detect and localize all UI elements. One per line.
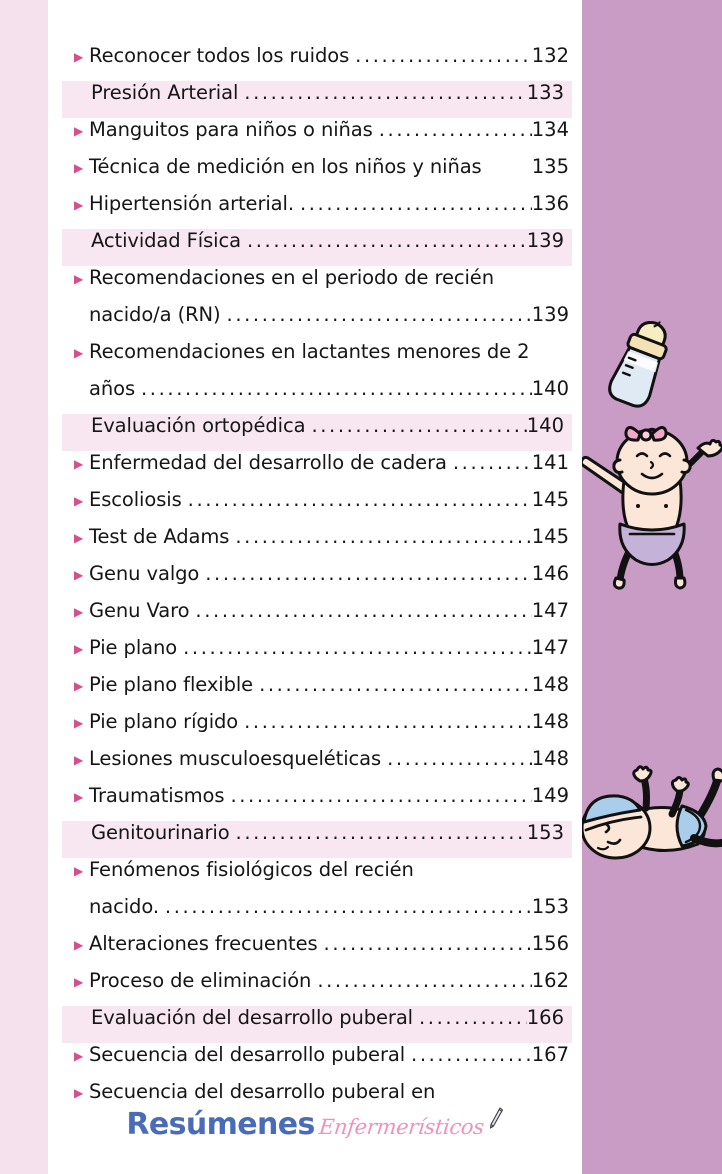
toc-page-number: 145: [531, 488, 569, 511]
toc-subitem-row[interactable]: [62, 673, 572, 710]
bullet-icon: ▶: [74, 272, 84, 286]
toc-page-number: 140: [531, 377, 569, 400]
bullet-icon: ▶: [74, 605, 84, 619]
toc-subitem-row[interactable]: [62, 562, 572, 599]
toc-entry-label: Pie plano rígido: [89, 710, 239, 733]
toc-entry-label: Genu Varo: [89, 599, 190, 622]
bullet-icon: ▶: [74, 938, 84, 952]
toc-entry-label: Lesiones musculoesqueléticas: [89, 747, 382, 770]
toc-subitem-row[interactable]: [62, 599, 572, 636]
toc-page-number: 147: [531, 599, 569, 622]
toc-subitem-row[interactable]: [62, 710, 572, 747]
toc-content-column: [48, 0, 582, 1174]
leader-dots: [182, 488, 532, 511]
logo-primary-text: Resúmenes: [126, 1107, 315, 1142]
bullet-icon: ▶: [74, 642, 84, 656]
leader-dots: [373, 118, 532, 141]
bullet-icon: ▶: [74, 457, 84, 471]
bullet-icon: ▶: [74, 716, 84, 730]
toc-entry-label: Fenómenos fisiológicos del recién: [89, 858, 414, 881]
toc-subitem-row[interactable]: [62, 784, 572, 821]
toc-section-row[interactable]: [62, 821, 572, 858]
leader-dots: [221, 303, 532, 326]
toc-subitem-row[interactable]: [62, 192, 572, 229]
leader-dots: [311, 969, 531, 992]
leader-dots: [230, 821, 527, 844]
right-decorative-panel: [582, 0, 722, 1174]
toc-page-number: 166: [526, 1006, 564, 1029]
bullet-icon: ▶: [74, 975, 84, 989]
toc-page-number: 156: [531, 932, 569, 955]
toc-entry-label: Alteraciones frecuentes: [89, 932, 318, 955]
bullet-icon: ▶: [74, 531, 84, 545]
toc-page-number: 139: [526, 229, 564, 252]
bullet-icon: ▶: [74, 346, 84, 360]
toc-subitem-row[interactable]: [62, 118, 572, 155]
table-of-contents-list: [62, 44, 572, 1117]
toc-entry-label: Evaluación ortopédica: [91, 414, 306, 437]
leader-dots: [135, 377, 532, 400]
toc-section-row[interactable]: [62, 229, 572, 266]
leader-dots: [224, 784, 531, 807]
toc-entry-label: Pie plano: [89, 636, 178, 659]
toc-entry-label: Enfermedad del desarrollo de cadera: [89, 451, 447, 474]
toc-subitem-row[interactable]: [62, 1043, 572, 1080]
toc-entry-label: Secuencia del desarrollo puberal: [89, 1043, 406, 1066]
toc-section-row[interactable]: [62, 81, 572, 118]
toc-page-number: 162: [531, 969, 569, 992]
toc-page-number: 145: [531, 525, 569, 548]
toc-entry-label: Traumatismos: [89, 784, 225, 807]
footer: [48, 1107, 582, 1142]
bullet-icon: ▶: [74, 124, 84, 138]
baby-lying-illustration: [582, 762, 722, 896]
toc-entry-label: Hipertensión arterial.: [89, 192, 294, 215]
bullet-icon: ▶: [74, 198, 84, 212]
toc-page-number: 139: [531, 303, 569, 326]
toc-entry-label: Reconocer todos los ruidos: [89, 44, 350, 67]
toc-page-number: 133: [526, 81, 564, 104]
toc-entry-label: Manguitos para niños o niñas: [89, 118, 373, 141]
toc-entry-label: Pie plano flexible: [89, 673, 254, 696]
toc-entry-label-continued: años: [89, 377, 135, 400]
baby-girl-illustration: [582, 418, 722, 597]
toc-page-number: 153: [526, 821, 564, 844]
toc-page-number: 167: [531, 1043, 569, 1066]
toc-subitem-row[interactable]: [62, 858, 572, 932]
toc-entry-label: Presión Arterial: [91, 81, 239, 104]
toc-page-number: 141: [531, 451, 569, 474]
left-decorative-strip: [0, 0, 48, 1174]
toc-entry-label-continued: nacido.: [89, 895, 159, 918]
toc-page-number: 134: [531, 118, 569, 141]
toc-page-number: 136: [531, 192, 569, 215]
pen-icon: [488, 1106, 504, 1136]
leader-dots: [238, 710, 532, 733]
bullet-icon: ▶: [74, 864, 84, 878]
toc-page-number: 149: [531, 784, 569, 807]
toc-subitem-row[interactable]: [62, 969, 572, 1006]
toc-subitem-row[interactable]: [62, 488, 572, 525]
leader-dots: [159, 895, 532, 918]
toc-entry-label: Evaluación del desarrollo puberal: [91, 1006, 413, 1029]
toc-page-number: 148: [531, 747, 569, 770]
toc-page-number: 132: [531, 44, 569, 67]
bullet-icon: ▶: [74, 494, 84, 508]
leader-dots: [238, 81, 526, 104]
toc-entry-label-continued: nacido/a (RN): [89, 303, 221, 326]
baby-bottle-illustration: [588, 305, 698, 419]
toc-page-number: 146: [531, 562, 569, 585]
leader-dots: [318, 932, 532, 955]
toc-entry-label: Actividad Física: [91, 229, 241, 252]
leader-dots: [305, 414, 526, 437]
leader-dots: [381, 747, 532, 770]
toc-entry-label: Genitourinario: [91, 821, 230, 844]
toc-entry-label: Genu valgo: [89, 562, 200, 585]
leader-dots: [349, 44, 532, 67]
toc-entry-label: Recomendaciones en el periodo de recién: [89, 266, 494, 289]
toc-section-row[interactable]: [62, 414, 572, 451]
toc-subitem-row[interactable]: [62, 636, 572, 673]
toc-subitem-row[interactable]: [62, 44, 572, 81]
toc-page-number: 153: [531, 895, 569, 918]
toc-page-number: 140: [526, 414, 564, 437]
leader-dots: [413, 1006, 527, 1029]
toc-entry-label: Técnica de medición en los niños y niñas: [89, 155, 482, 178]
bullet-icon: ▶: [74, 1086, 84, 1100]
toc-subitem-row[interactable]: [62, 266, 572, 340]
toc-subitem-row[interactable]: [62, 747, 572, 784]
leader-dots: [241, 229, 527, 252]
toc-page-number: 135: [531, 155, 569, 178]
bullet-icon: ▶: [74, 790, 84, 804]
toc-page-number: 148: [531, 710, 569, 733]
toc-subitem-row[interactable]: [62, 340, 572, 414]
leader-dots: [405, 1043, 532, 1066]
toc-subitem-row[interactable]: [62, 932, 572, 969]
leader-dots: [189, 599, 531, 622]
leader-dots: [253, 673, 532, 696]
bullet-icon: ▶: [74, 753, 84, 767]
toc-entry-label: Recomendaciones en lactantes menores de 2: [89, 340, 530, 363]
toc-subitem-row[interactable]: [62, 155, 572, 192]
toc-subitem-row[interactable]: [62, 451, 572, 488]
logo-secondary-text: Enfermerísticos: [317, 1115, 485, 1139]
bullet-icon: ▶: [74, 50, 84, 64]
toc-entry-label: Escoliosis: [89, 488, 182, 511]
toc-section-row[interactable]: [62, 1006, 572, 1043]
leader-dots: [447, 451, 532, 474]
leader-dots: [199, 562, 532, 585]
toc-subitem-row[interactable]: [62, 525, 572, 562]
brand-logo: [126, 1107, 503, 1142]
bullet-icon: ▶: [74, 1049, 84, 1063]
bullet-icon: ▶: [74, 679, 84, 693]
toc-page-number: 147: [531, 636, 569, 659]
leader-dots: [177, 636, 532, 659]
toc-entry-label: Secuencia del desarrollo puberal en: [89, 1080, 436, 1103]
toc-entry-label: Proceso de eliminación: [89, 969, 312, 992]
leader-dots: [294, 192, 532, 215]
bullet-icon: ▶: [74, 568, 84, 582]
leader-dots: [229, 525, 531, 548]
toc-page-number: 148: [531, 673, 569, 696]
bullet-icon: ▶: [74, 161, 84, 175]
toc-entry-label: Test de Adams: [89, 525, 230, 548]
